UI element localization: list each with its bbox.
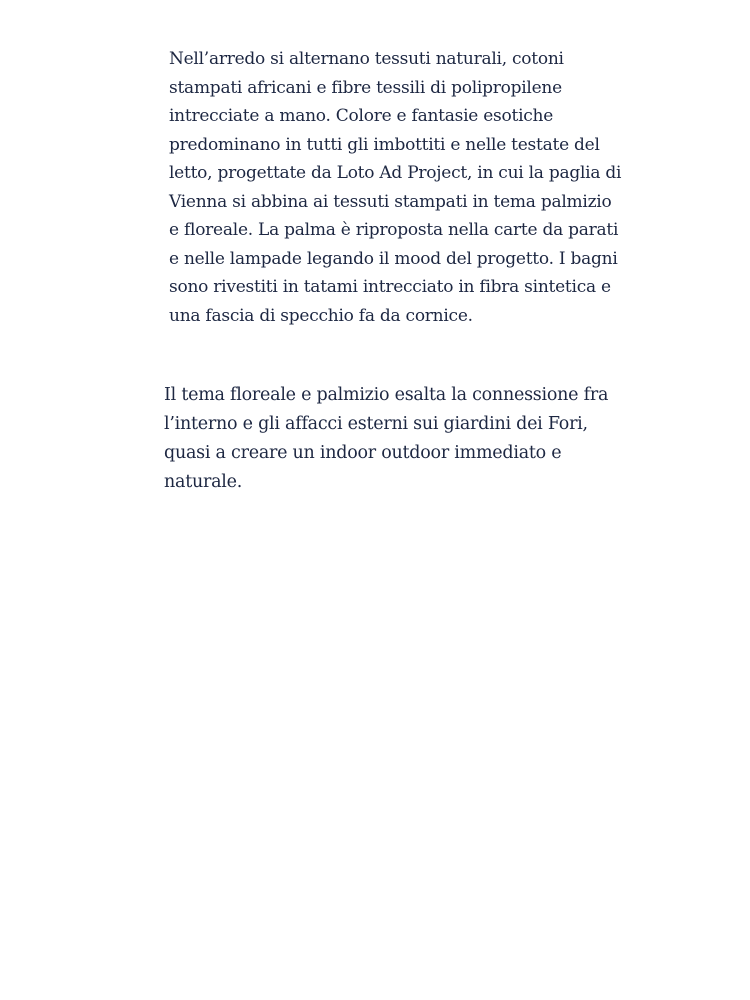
paragraph-line: intrecciate a mano. Colore e fantasie esotiche: [169, 106, 554, 126]
paragraph-line: Nell’arredo si alternano tessuti naturali, cotoni: [169, 49, 564, 69]
paragraph-line: e floreale. La palma è riproposta nella carte da parati: [169, 220, 619, 240]
paragraph-line: letto, progettate da Loto Ad Project, in cui la paglia di: [169, 163, 622, 183]
body-paragraph-interior-design: [169, 45, 622, 330]
paragraph-line: sono rivestiti in tatami intrecciato in fibra sintetica e: [169, 277, 611, 297]
paragraph-line: naturale.: [164, 472, 243, 492]
paragraph-line: Vienna si abbina ai tessuti stampati in tema palmizio: [169, 191, 612, 212]
paragraph-line: Il tema floreale e palmizio esalta la connessione fra: [164, 385, 609, 405]
paragraph-line: e nelle lampade legando il mood del progetto. I bagni: [169, 248, 618, 269]
paragraph-line: quasi a creare un indoor outdoor immediato e: [164, 443, 562, 463]
paragraph-line: una fascia di specchio fa da cornice.: [169, 305, 473, 326]
paragraph-line: stampati africani e fibre tessili di polipropilene: [169, 77, 562, 98]
paragraph-line: predominano in tutti gli imbottiti e nelle testate del: [169, 134, 600, 155]
paragraph-line: l’interno e gli affacci esterni sui giardini dei Fori,: [164, 414, 588, 434]
body-paragraph-floral-theme: [164, 381, 609, 497]
